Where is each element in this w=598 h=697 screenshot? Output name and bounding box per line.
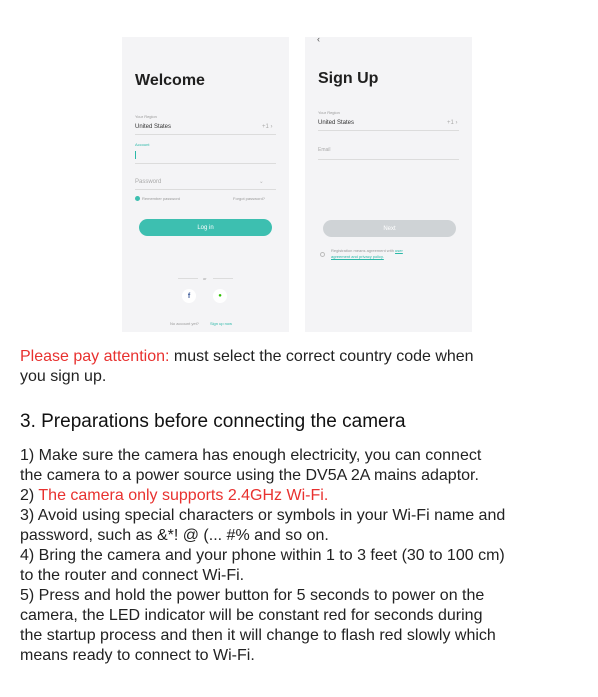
user-agreement-link[interactable]: user [395,248,403,253]
divider [135,189,276,190]
next-button[interactable]: Next [323,220,456,237]
attention-label: Please pay attention: [20,348,170,365]
facebook-icon[interactable]: f [182,289,196,303]
checkbox-icon[interactable] [135,196,140,201]
or-text: or [203,276,207,281]
signup-screenshot [305,34,472,332]
wechat-icon[interactable]: ● [213,289,227,303]
divider [135,134,276,135]
region-value[interactable]: United States [318,120,355,126]
divider [318,159,459,160]
body-line: 5) Press and hold the power button for 5 seconds to power on the [20,587,485,604]
agreement-text: Registration means agreement with user agreement and privacy policy. [331,248,403,259]
body-line: 3) Avoid using special characters or symbols in your Wi-Fi name and [20,507,506,524]
body-line: the startup process and then it will change to flash red slowly which [20,627,496,644]
text-cursor [135,151,136,159]
body-line: to the router and connect Wi-Fi. [20,567,245,584]
privacy-policy-link[interactable]: agreement and privacy policy. [331,254,384,259]
divider [213,278,233,279]
login-button[interactable]: Log in [139,219,272,236]
login-screenshot [122,37,289,332]
account-input[interactable] [135,163,276,164]
body-line: means ready to connect to Wi-Fi. [20,647,255,664]
no-account-text: No account yet? [170,321,199,326]
divider [318,130,459,131]
divider [178,278,198,279]
forgot-password-link[interactable]: Forgot password? [233,196,266,201]
region-label: Your Region [318,110,340,115]
sign-up-title: Sign Up [318,70,379,87]
eye-icon[interactable]: ⌣ [260,179,263,184]
body-line-2: 2) The camera only supports 2.4GHz Wi-Fi. [20,487,329,504]
attention-note [20,347,474,387]
welcome-title: Welcome [135,72,205,89]
body-line: the camera to a power source using the DV5A 2A mains adaptor. [20,467,479,484]
body-line: password, such as &*! @ (... #% and so on. [20,527,329,544]
body-line: 1) Make sure the camera has enough electricity, you can connect [20,447,482,464]
remember-label: Remember password [142,196,181,201]
region-code[interactable]: +1 › [447,120,458,126]
email-input[interactable]: Email [318,147,331,153]
body-line: 4) Bring the camera and your phone within 1 to 3 feet (30 to 100 cm) [20,547,505,564]
region-code[interactable]: +1 › [262,124,273,130]
attention-text: must select the correct country code when [169,348,474,365]
section-body [20,446,585,666]
wifi-warning: The camera only supports 2.4GHz Wi-Fi. [38,487,329,504]
sign-up-link[interactable]: Sign up now [210,321,233,326]
password-input[interactable]: Password [135,179,162,185]
region-label: Your Region [135,114,157,119]
account-label: Account [135,142,150,147]
agreement-checkbox[interactable] [320,252,325,257]
body-line: camera, the LED indicator will be constant red for seconds during [20,607,483,624]
back-icon[interactable]: ‹ [317,34,320,44]
region-value[interactable]: United States [135,124,172,130]
attention-text-2: you sign up. [20,368,107,385]
section-heading: 3. Preparations before connecting the camera [20,411,406,432]
